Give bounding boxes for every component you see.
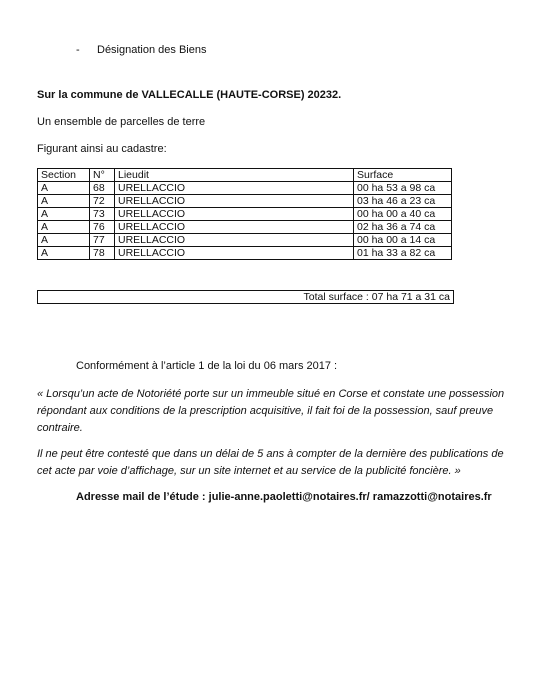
cell-surface: 00 ha 53 a 98 ca <box>354 182 452 195</box>
cell-numero: 68 <box>90 182 115 195</box>
table-header-row <box>38 169 452 182</box>
figurant-line: Figurant ainsi au cadastre: <box>37 143 167 155</box>
cell-surface: 03 ha 46 a 23 ca <box>354 195 452 208</box>
table-row <box>38 247 452 260</box>
table-row <box>38 182 452 195</box>
cell-numero: 77 <box>90 234 115 247</box>
ensemble-line: Un ensemble de parcelles de terre <box>37 116 206 128</box>
cell-numero: 72 <box>90 195 115 208</box>
header-lieudit: Lieudit <box>115 169 354 182</box>
table-row <box>38 234 452 247</box>
cell-lieudit: URELLACCIO <box>115 234 354 247</box>
conformement-line: Conformément à l’article 1 de la loi du 06 mars 2017 : <box>76 360 338 372</box>
cell-section: A <box>38 195 90 208</box>
cell-surface: 02 ha 36 a 74 ca <box>354 221 452 234</box>
cell-lieudit: URELLACCIO <box>115 195 354 208</box>
cell-lieudit: URELLACCIO <box>115 247 354 260</box>
designation-dash: - <box>76 44 80 56</box>
cell-section: A <box>38 234 90 247</box>
email-line: Adresse mail de l’étude : julie-anne.paoletti@notaires.fr/ ramazzotti@notaires.fr <box>76 491 492 503</box>
cell-section: A <box>38 182 90 195</box>
cell-lieudit: URELLACCIO <box>115 208 354 221</box>
cadastre-table <box>37 168 452 260</box>
quote-paragraph-2: Il ne peut être contesté que dans un délai de 5 ans à compter de la dernière des publications de cet acte par voie d’affichage, sur un site internet et au service de la publicité foncière. » <box>37 448 504 477</box>
header-surface: Surface <box>354 169 452 182</box>
total-surface: Total surface : 07 ha 71 a 31 ca <box>303 291 450 303</box>
cell-lieudit: URELLACCIO <box>115 221 354 234</box>
cell-surface: 00 ha 00 a 40 ca <box>354 208 452 221</box>
quote-paragraph-1: « Lorsqu’un acte de Notoriété porte sur un immeuble situé en Corse et constate une possession répondant aux conditions de la prescription acquisitive, il fait foi de la possession, sauf preuve contraire. <box>37 388 505 434</box>
table-row <box>38 195 452 208</box>
cell-section: A <box>38 208 90 221</box>
cell-surface: 01 ha 33 a 82 ca <box>354 247 452 260</box>
header-numero: N° <box>90 169 115 182</box>
cell-surface: 00 ha 00 a 14 ca <box>354 234 452 247</box>
table-row <box>38 221 452 234</box>
table-row <box>38 208 452 221</box>
header-section: Section <box>38 169 90 182</box>
cell-section: A <box>38 221 90 234</box>
cell-section: A <box>38 247 90 260</box>
cell-numero: 73 <box>90 208 115 221</box>
designation-heading: Désignation des Biens <box>97 44 207 56</box>
cell-lieudit: URELLACCIO <box>115 182 354 195</box>
commune-line: Sur la commune de VALLECALLE (HAUTE-CORSE) 20232. <box>37 89 342 101</box>
cell-numero: 76 <box>90 221 115 234</box>
total-surface-box <box>37 290 454 304</box>
cell-numero: 78 <box>90 247 115 260</box>
